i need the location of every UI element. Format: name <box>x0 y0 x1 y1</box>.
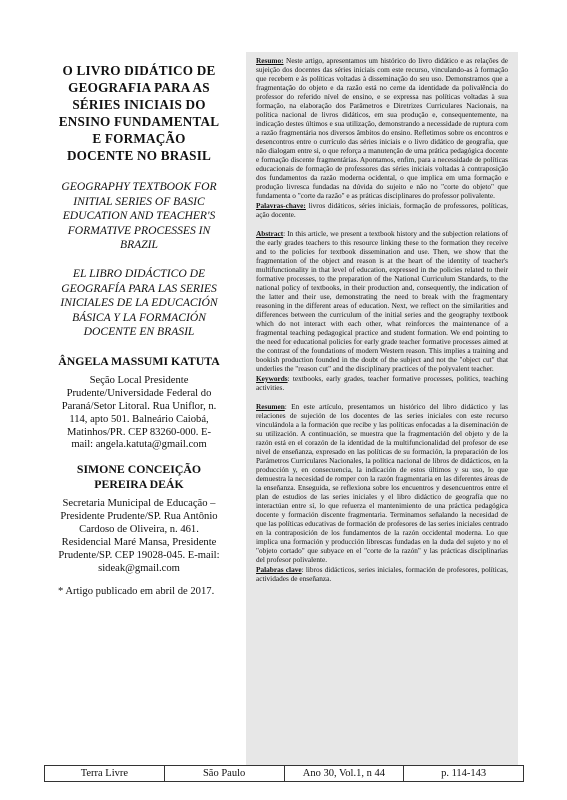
footer-city: São Paulo <box>165 766 285 781</box>
article-title: O LIVRO DIDÁTICO DE GEOGRAFIA PARA AS SÉRIES INICIAIS DO ENSINO FUNDAMENTAL E FORMAÇÃO DOCENTE NO BRASIL <box>58 63 220 163</box>
article-title-spanish: EL LIBRO DIDÁCTICO DE GEOGRAFÍA PARA LAS SERIES INICIALES DE LA EDUCACIÓN BÁSICA Y LA FORMACIÓN DOCENTE EN BRASIL <box>60 266 218 339</box>
palabras-clave-label: Palabras clave <box>256 565 302 574</box>
resumo-text: Neste artigo, apresentamos um histórico do livro didático e as relações de sujeição dos docentes das séries iniciais com este recurso, vinculando-as à formação que recebem e às políticas voltadas à disseminação do seu uso. Demonstramos que a fragmentação do objeto e da razão está no cerne da identidade da polivalência do professor do referido nível de ensino, e se expressa nas políticas voltadas à sua formação, na elaboração dos Parâmetros e Diretrizes Curriculares Nacionais, na política nacional de livros didáticos, em sua produção e, consequentemente, na indicação destes últimos e sua utilização, demonstrando a necessidade de ruptura com a razão fragmentária nos diversos âmbitos do ensino. Refletimos sobre os encontros e desencontros entre o currículo das séries iniciais e o livro didático de geografia, que não dialogam entre si, o que reforça a manutenção de uma prática pedagógica docente e formação discente fragmentárias. Apontamos, enfim, para a necessidade de políticas educacionais de formação de professores das séries iniciais voltadas à contraposição dos fundamentos da razão moderna ocidental, o que implica em uma formação e produção livresca fundadas na dúvida do sujeito e não no "corte do objeto" que fundamenta o "corte da razão" e as práticas disciplinares do professor polivalente. <box>256 56 508 200</box>
abstract-block <box>256 229 508 392</box>
footer-pages: p. 114-143 <box>441 768 487 779</box>
resumen-label: Resumen <box>256 402 285 411</box>
article-title-english: GEOGRAPHY TEXTBOOK FOR INITIAL SERIES OF BASIC EDUCATION AND TEACHER'S FORMATIVE PROCESSES IN BRAZIL <box>61 180 217 252</box>
author-affiliation: Secretaria Municipal de Educação – Presidente Prudente/SP. Rua Antônio Cardoso de Oliveira, n. 461. Residencial Maré Mansa, Presidente Prudente/SP. CEP 19028-045. E-mail: sideak@gmail.com <box>58 498 220 574</box>
resumo-block <box>256 56 508 219</box>
footer-volume: Ano 30, Vol.1, n 44 <box>285 766 405 781</box>
left-column <box>58 62 220 599</box>
footer-journal: Terra Livre <box>45 766 165 781</box>
abstract-panel <box>246 52 518 782</box>
publication-note: * Artigo publicado em abril de 2017. <box>58 585 215 597</box>
palavras-chave-text: livros didáticos, séries iniciais, formação de professores, políticas, ação docente. <box>256 201 508 219</box>
keywords-label: Keywords <box>256 374 288 383</box>
resumen-text: : En este artículo, presentamos un histórico del libro didáctico y las relaciones de sujeción de los docentes de las series iniciales con este recurso vinculándola a la formación que recibe y las políticas enfocadas a la diseminación de su utilización. A continuación, se muestra que la fragmentación del objeto y de la razón está en el corazón de la identidad de la multifuncionalidad del profesor de ese nivel de enseñanza, expresado en las políticas de su formación, la preparación de los Parámetros Curriculares Nacionales, la política nacional de libros de didácticos, en la producción y, en consecuencia, la indicación de estos últimos y su uso, lo que demuestra la necesidad de romper con la razón fragmentaria en las diferentes áreas de la enseñanza. Enseguida, se reflexiona sobre los encuentros y desencuentros entre el plan de estudios de las series iniciales y el libro didáctico de geografía que no interactúan entre sí, lo que refuerza el mantenimiento de una práctica pedagógica docente y formación discente fragmentaria. Terminamos señalando la necesidad de que las políticas educativas de formación de profesores de las series iniciales centrado en la contraposición de los fundamentos de la razón occidental moderna. Lo que implica una formación y producción librescas fundadas en la duda del sujeto y no el "objeto cortado" que subyace en el "corte de la razón" y las prácticas disciplinarias del profesor polivalente. <box>256 402 508 564</box>
keywords-text: : textbooks, early grades, teacher formative processes, politics, teaching activities. <box>256 374 508 392</box>
page-footer <box>44 765 524 782</box>
palabras-clave-text: : libros didácticos, series iniciales, formación de profesores, políticas, actividades de enseñanza. <box>256 565 508 583</box>
author-name: SIMONE CONCEIÇÃO PEREIRA DEÁK <box>76 462 202 492</box>
author-affiliation: Seção Local Presidente Prudente/Universidade Federal do Paraná/Setor Litoral. Rua Uniflor, n. 114, apto 501. Balneário Caiobá, Matinhos/PR. CEP 83260-000. E-mail: angela.katuta@gmail.com <box>61 374 217 451</box>
author-name: ÂNGELA MASSUMI KATUTA <box>58 353 220 368</box>
resumen-block <box>256 402 508 583</box>
abstract-label: Abstract <box>256 229 284 238</box>
abstract-text: : In this article, we present a textbook history and the subjection relations of the early grades teachers to this resource linking these to the formation they receive and to the policies for textbook dissemination and use. Then, we show that the fragmentation of the object and reason is at the heart of the identity of teacher's multifunctionality in that level of education, expressed in the policies related to their formative processes, to the preparation of the National Curriculum Standards, to the national policy of textbooks, in their production and, consequently, the indication of the latter and their use, demonstrating the need to break with the fragmentary reasoning in the different areas of education. Next, we reflect on the similarities and differences between the curriculum of the initial series and the geography textbook which do not interact with each other, what reinforces the maintenance of a fragmental teaching pedagogical practice and student formation. We end pointing to the need for educational policies for early grade teacher formative processes aimed at the contrast of the foundations of modern Western reason. This implies a training and bookish production founded in the doubt of the subject and not the "object cut" that underlies the "reason cut" and the disciplinary practices of the polyvalent teacher. <box>256 229 508 373</box>
palavras-chave-label: Palavras-chave: <box>256 201 306 210</box>
resumo-label: Resumo: <box>256 56 284 65</box>
